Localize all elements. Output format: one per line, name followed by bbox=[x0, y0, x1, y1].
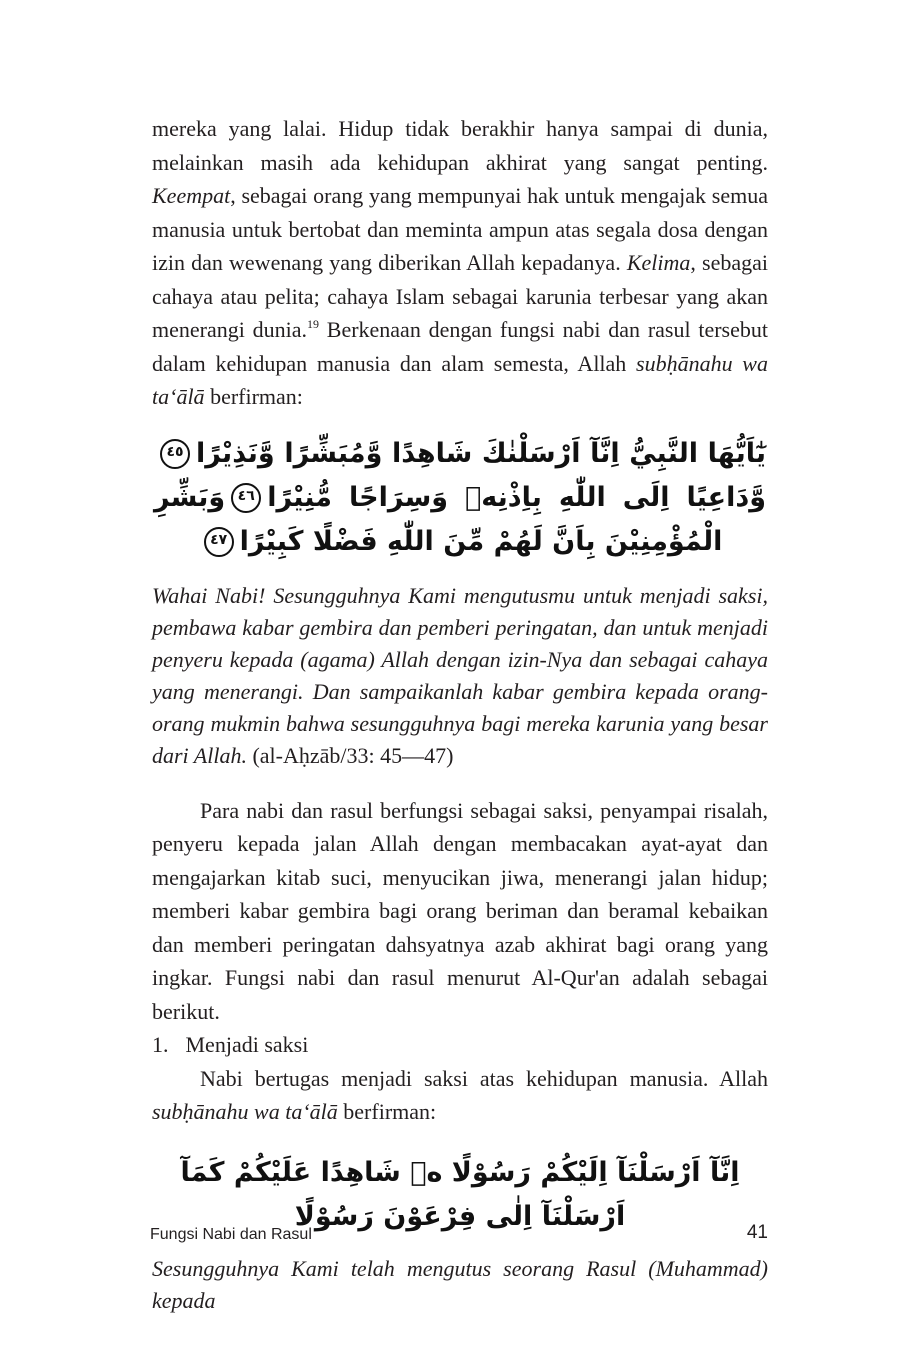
arabic-segment: وَّدَاعِيًا اِلَى اللّٰهِ بِاِذْنِهٖ وَسِرَاجًا مُّنِيْرًا bbox=[267, 481, 766, 513]
list-label: Menjadi saksi bbox=[185, 1032, 309, 1057]
paragraph-functions: Para nabi dan rasul berfungsi sebagai saksi, penyampai risalah, penyeru kepada jalan Allah dengan membacakan ayat-ayat dan mengajarkan kitab suci, menyucikan jiwa, menerangi jalan hidup; memberi kabar gembira bagi orang beriman dan beramal kebaikan dan memberi peringatan dahsyatnya azab akhirat bagi orang yang ingkar. Fungsi nabi dan rasul menurut Al-Qur'an adalah sebagai berikut. bbox=[152, 797, 768, 1024]
emphasis-keempat: Keempat bbox=[152, 183, 231, 208]
ayah-number-marker: ٤٧ bbox=[204, 527, 234, 557]
paragraph-text: berfirman: bbox=[204, 384, 303, 409]
paragraph-text: berfirman: bbox=[337, 1099, 437, 1124]
arabic-verse-text: اِنَّآ اَرْسَلْنَآ اِلَيْكُمْ رَسُوْلًا ەۙ شَاهِدًا عَلَيْكُمْ كَمَآ اَرْسَلْنَآ اِلٰى فِرْعَوْنَ رَسُوْلًا bbox=[180, 1156, 740, 1232]
emphasis-subhanahu: subḥānahu wa ta‘ālā bbox=[152, 350, 768, 409]
emphasis-subhanahu: subḥānahu wa ta‘ālā bbox=[152, 1099, 338, 1124]
ayah-number-marker: ٤٦ bbox=[231, 483, 261, 513]
translation-text: Wahai Nabi! Sesungguhnya Kami mengutusmu untuk menjadi saksi, pembawa kabar gembira dan pemberi peringatan, dan untuk menjadi penyeru kepada (agama) Allah dengan izin-Nya dan sebagai cahaya yang menerangi. Dan sampaikanlah kabar gembira kepada orang-orang mukmin bahwa sesungguhnya bagi mereka karunia yang besar dari Allah. bbox=[152, 582, 768, 768]
ayah-number-marker: ٤٥ bbox=[160, 439, 190, 469]
arabic-segment: وَبَشِّرِ الْمُؤْمِنِيْنَ بِاَنَّ لَهُمْ مِّنَ اللّٰهِ فَضْلًا كَبِيْرًا bbox=[154, 481, 723, 557]
paragraph-text: , sebagai cahaya atau pelita; cahaya Islam sebagai karunia terbesar yang akan menerangi dunia. bbox=[152, 250, 769, 342]
paragraph-text: Berkenaan dengan fungsi nabi dan rasul tersebut dalam kehidupan manusia dan alam semesta, Allah bbox=[152, 317, 768, 376]
translation-text: Sesungguhnya Kami telah mengutus seorang Rasul (Muhammad) kepada bbox=[152, 1255, 768, 1313]
paragraph-continuation bbox=[152, 112, 768, 414]
quran-verse-ahzab-45-47 bbox=[152, 432, 768, 564]
verse-translation bbox=[152, 1253, 768, 1317]
page-number: 41 bbox=[746, 1222, 768, 1243]
list-number: 1. bbox=[152, 1032, 169, 1057]
running-footer-title: Fungsi Nabi dan Rasul bbox=[150, 1226, 312, 1243]
arabic-verse-text bbox=[154, 432, 766, 564]
verse-reference: (al-Aḥzāb/33: 45—47) bbox=[246, 742, 454, 768]
page-content bbox=[152, 112, 768, 1317]
footnote-ref[interactable]: 19 bbox=[307, 317, 319, 331]
emphasis-kelima: Kelima bbox=[626, 250, 691, 275]
verse-translation bbox=[152, 580, 768, 772]
paragraph-text: , sebagai orang yang mempunyai hak untuk mengajak semua manusia untuk bertobat dan meminta ampun atas segala dosa dengan izin dan wewenang yang diberikan Allah kepadanya. bbox=[152, 183, 768, 275]
paragraph-text: mereka yang lalai. Hidup tidak berakhir hanya sampai di dunia, melainkan masih ada kehidupan akhirat yang sangat penting. bbox=[152, 116, 768, 175]
paragraph-saksi bbox=[152, 1062, 768, 1129]
arabic-segment: يٰٓاَيُّهَا النَّبِيُّ اِنَّآ اَرْسَلْنٰكَ شَاهِدًا وَّمُبَشِّرًا وَّنَذِيْرًا bbox=[196, 437, 766, 469]
list-item-menjadi-saksi bbox=[152, 1028, 768, 1062]
paragraph-text: Nabi bertugas menjadi saksi atas kehidupan manusia. Allah bbox=[200, 1065, 768, 1091]
